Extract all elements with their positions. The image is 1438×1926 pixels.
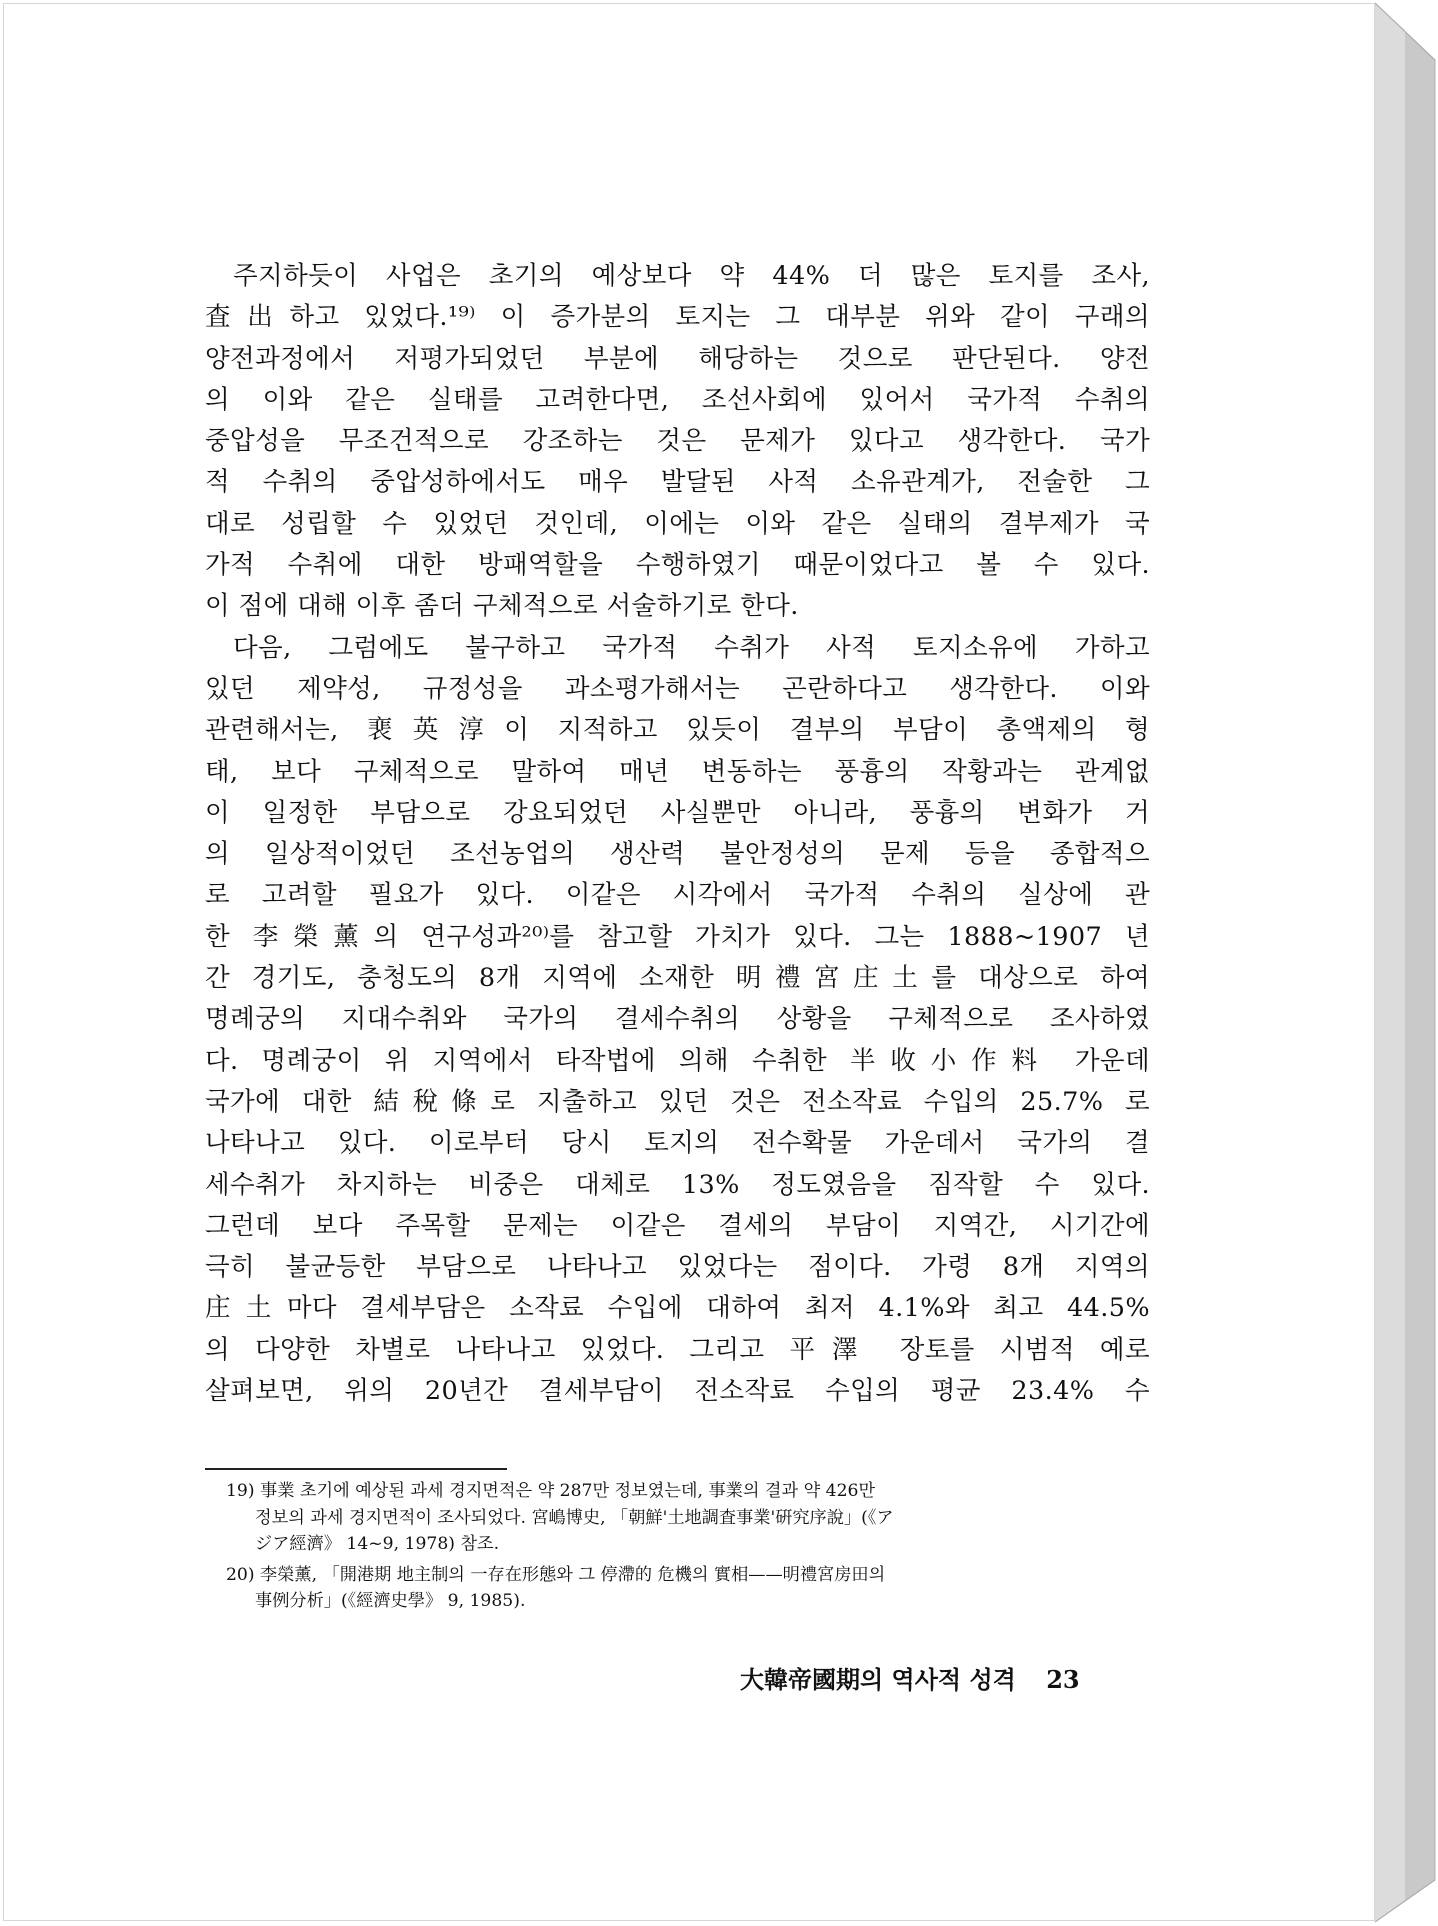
- footnote-line: 19) 事業 초기에 예상된 과세 경지면적은 약 287만 정보였는데, 事業의 결과 약 426만: [226, 1481, 876, 1501]
- body-text: [205, 256, 1150, 1412]
- text-line: 의 다양한 차별로 나타나고 있었다. 그리고 平澤 장토를 시범적 예로: [205, 1334, 1150, 1365]
- paragraph-1: [205, 256, 1150, 628]
- page-number: 23: [1046, 1665, 1080, 1694]
- text-line: 나타나고 있다. 이로부터 당시 토지의 전수확물 가운데서 국가의 결: [205, 1128, 1150, 1159]
- text-line: 가적 수취에 대한 방패역할을 수행하였기 때문이었다고 볼 수 있다.: [205, 550, 1150, 581]
- running-footer: [740, 1660, 1140, 1695]
- footnote-line: 20) 李榮薰, 「開港期 地主制의 一存在形態와 그 停滯的 危機의 實相——明禮宮房田의: [226, 1564, 886, 1585]
- text-line: 극히 불균등한 부담으로 나타나고 있었다는 점이다. 가령 8개 지역의: [205, 1252, 1150, 1283]
- text-line: 다. 명례궁이 위 지역에서 타작법에 의해 수취한 半收小作料 가운데: [205, 1045, 1150, 1076]
- footnotes: [226, 1478, 1146, 1619]
- text-line: 査出하고 있었다.¹⁹⁾ 이 증가분의 토지는 그 대부분 위와 같이 구래의: [205, 302, 1150, 333]
- text-line: 태, 보다 구체적으로 말하여 매년 변동하는 풍흉의 작황과는 관계없: [205, 756, 1150, 787]
- text-line: 그런데 보다 주목할 문제는 이같은 결세의 부담이 지역간, 시기간에: [205, 1210, 1150, 1241]
- page-edge-shading: [1375, 0, 1437, 1926]
- text-line: 간 경기도, 충청도의 8개 지역에 소재한 明禮宮庄土를 대상으로 하여: [205, 963, 1150, 994]
- text-line: 의 이와 같은 실태를 고려한다면, 조선사회에 있어서 국가적 수취의: [205, 384, 1150, 415]
- running-title: 大韓帝國期의 역사적 성격: [740, 1665, 1016, 1694]
- text-line: 국가에 대한 結稅條로 지출하고 있던 것은 전소작료 수입의 25.7% 로: [205, 1086, 1150, 1117]
- text-line: 세수취가 차지하는 비중은 대체로 13% 정도였음을 짐작할 수 있다.: [205, 1169, 1150, 1200]
- text-line: 있던 제약성, 규정성을 과소평가해서는 곤란하다고 생각한다. 이와: [205, 673, 1150, 704]
- text-line: 이 일정한 부담으로 강요되었던 사실뿐만 아니라, 풍흉의 변화가 거: [205, 797, 1150, 828]
- footnote-line: ジア經濟》 14~9, 1978) 참조.: [255, 1534, 500, 1554]
- footnote-19: [226, 1478, 1146, 1558]
- page-stack-edge: [1375, 0, 1437, 1926]
- footnote-20: [226, 1562, 1146, 1615]
- text-line: 중압성을 무조건적으로 강조하는 것은 문제가 있다고 생각한다. 국가: [205, 426, 1150, 457]
- text-line: 적 수취의 중압성하에서도 매우 발달된 사적 소유관계가, 전술한 그: [205, 467, 1150, 498]
- text-line: 한 李榮薰의 연구성과²⁰⁾를 참고할 가치가 있다. 그는 1888~1907 년: [205, 921, 1150, 952]
- text-line: 대로 성립할 수 있었던 것인데, 이에는 이와 같은 실태의 결부제가 국: [205, 508, 1150, 539]
- text-line: 庄土마다 결세부담은 소작료 수입에 대하여 최저 4.1%와 최고 44.5%: [205, 1293, 1150, 1324]
- footnote-line: 정보의 과세 경지면적이 조사되었다. 宮嶋博史, 「朝鮮'土地調査事業'硏究序說」(《ア: [255, 1507, 894, 1528]
- footnote-line: 事例分析」(《經濟史學》 9, 1985).: [255, 1591, 526, 1611]
- text-line: 로 고려할 필요가 있다. 이같은 시각에서 국가적 수취의 실상에 관: [205, 880, 1150, 911]
- text-line: 의 일상적이었던 조선농업의 생산력 불안정성의 문제 등을 종합적으: [205, 839, 1150, 870]
- text-line: 다음, 그럼에도 불구하고 국가적 수취가 사적 토지소유에 가하고: [233, 632, 1150, 663]
- text-line: 살펴보면, 위의 20년간 결세부담이 전소작료 수입의 평균 23.4% 수: [205, 1376, 1150, 1407]
- text-line: 주지하듯이 사업은 초기의 예상보다 약 44% 더 많은 토지를 조사,: [233, 261, 1150, 291]
- text-line: 관련해서는, 裵英淳이 지적하고 있듯이 결부의 부담이 총액제의 형: [205, 715, 1150, 746]
- paragraph-2: [205, 628, 1150, 1413]
- footnote-separator: [205, 1468, 507, 1470]
- text-line: 양전과정에서 저평가되었던 부분에 해당하는 것으로 판단된다. 양전: [205, 343, 1150, 374]
- text-line: 이 점에 대해 이후 좀더 구체적으로 서술하기로 한다.: [205, 591, 799, 622]
- text-line: 명례궁의 지대수취와 국가의 결세수취의 상황을 구체적으로 조사하였: [205, 1004, 1150, 1035]
